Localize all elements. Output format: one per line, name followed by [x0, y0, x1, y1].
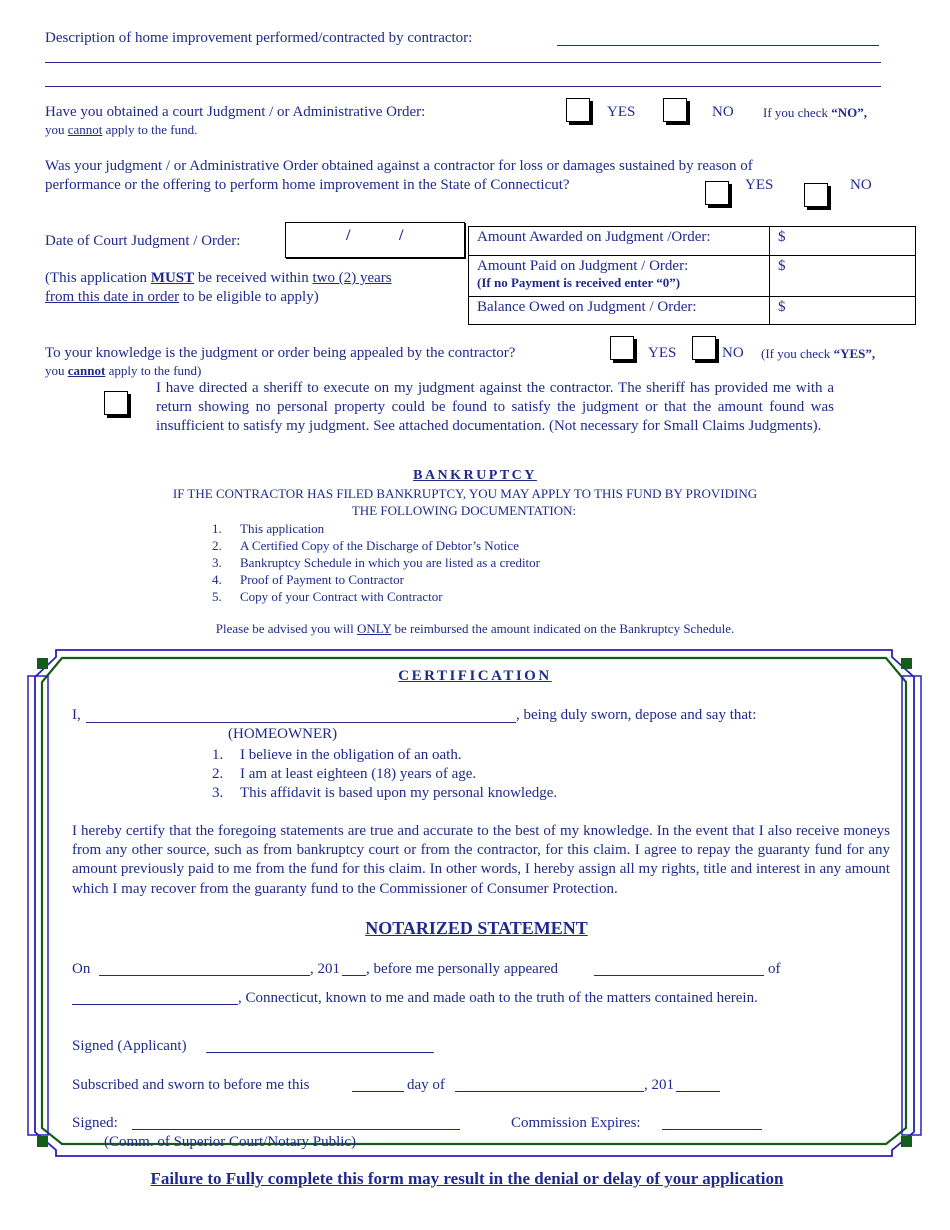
date-slash-2: / [399, 227, 404, 244]
amounts-table [468, 226, 916, 325]
notary-ct-text: , Connecticut, known to me and made oath to the truth of the matters contained herein. [238, 990, 758, 1006]
date-input-box[interactable] [285, 222, 465, 258]
appeal-no-checkbox[interactable] [692, 336, 716, 360]
description-field-line-2[interactable] [45, 62, 881, 63]
list-item: 2. A Certified Copy of the Discharge of Debtor’s Notice [212, 538, 519, 553]
day-of-label: day of [407, 1077, 445, 1093]
bankruptcy-heading: BANKRUPTCY [413, 468, 537, 483]
judgment-yes-label: YES [607, 104, 636, 120]
homeowner-name-field[interactable] [86, 722, 516, 723]
certification-sworn: , being duly sworn, depose and say that: [516, 707, 757, 723]
appeal-note: (If you check “YES”, [761, 346, 876, 361]
subscribed-year-field[interactable] [676, 1091, 720, 1092]
judgment-no-note-2: you cannot apply to the fund. [45, 122, 198, 137]
homeowner-caption: (HOMEOWNER) [228, 726, 338, 742]
notary-on-label: On [72, 961, 91, 977]
sheriff-checkbox[interactable] [104, 391, 128, 415]
corner-ornament [37, 1136, 48, 1147]
appeal-question: To your knowledge is the judgment or order being appealed by the contractor? [45, 345, 516, 361]
judgment-no-label: NO [712, 104, 734, 120]
notary-before-text: , before me personally appeared [366, 961, 558, 977]
list-item: 5. Copy of your Contract with Contractor [212, 589, 443, 604]
against-no-checkbox[interactable] [804, 183, 828, 207]
judgment-yes-checkbox[interactable] [566, 98, 590, 122]
signed-applicant-label: Signed (Applicant) [72, 1038, 187, 1054]
notary-town-field[interactable] [72, 1004, 238, 1005]
appeal-note-2: you cannot apply to the fund) [45, 363, 202, 378]
notary-signature-field[interactable] [132, 1129, 460, 1130]
date-label: Date of Court Judgment / Order: [45, 233, 241, 249]
appeal-no-label: NO [722, 345, 744, 361]
amount-awarded-label: Amount Awarded on Judgment /Order: [469, 227, 770, 256]
against-yes-label: YES [745, 177, 774, 193]
notary-date-field[interactable] [99, 975, 310, 976]
notary-appeared-field[interactable] [594, 975, 764, 976]
corner-ornament [901, 1136, 912, 1147]
bankruptcy-intro-1: IF THE CONTRACTOR HAS FILED BANKRUPTCY, YOU MAY APPLY TO THIS FUND BY PROVIDING [172, 486, 758, 501]
list-item: 3. This affidavit is based upon my personal knowledge. [212, 785, 558, 801]
notary-of-label: of [768, 961, 781, 977]
date-slash-1: / [346, 227, 351, 244]
subscribed-year-prefix: , 201 [644, 1077, 674, 1093]
amount-paid-row [469, 256, 916, 297]
amount-paid-label-cell [469, 256, 770, 297]
certification-list [212, 746, 557, 803]
subscribed-label: Subscribed and sworn to before me this [72, 1077, 310, 1093]
judgment-no-note: If you check “NO”, [763, 105, 867, 120]
list-item: 4. Proof of Payment to Contractor [212, 572, 404, 587]
description-field-line-3[interactable] [45, 86, 881, 87]
bankruptcy-list [212, 520, 540, 605]
against-yes-checkbox[interactable] [705, 181, 729, 205]
amount-awarded-input[interactable]: $ [770, 227, 916, 256]
against-question-line-2: performance or the offering to perform home improvement in the State of Connecticut? [45, 177, 570, 193]
judgment-question: Have you obtained a court Judgment / or Administrative Order: [45, 104, 426, 120]
certification-heading: CERTIFICATION [398, 668, 552, 684]
notary-year-field[interactable] [342, 975, 366, 976]
sheriff-statement: I have directed a sheriff to execute on my judgment against the contractor. The sheriff has provided me with a return showing no personal property could be found to satisfy the judgment or that the amount found was insufficient to satisfy my judgment. See attached documentation. (Not necessary for Small Claims Judgments). [156, 380, 834, 434]
footer-warning: Failure to Fully complete this form may result in the denial or delay of your application [150, 1169, 784, 1188]
amount-awarded-row [469, 227, 916, 256]
amount-paid-sub: (If no Payment is received enter “0”) [477, 275, 681, 290]
certification-i-prefix: I, [72, 707, 81, 723]
appeal-yes-label: YES [648, 345, 677, 361]
signed-label: Signed: [72, 1115, 118, 1131]
appeal-yes-checkbox[interactable] [610, 336, 634, 360]
amount-paid-label: Amount Paid on Judgment / Order: [477, 258, 689, 274]
balance-owed-row [469, 297, 916, 325]
description-label: Description of home improvement performed/contracted by contractor: [45, 30, 473, 46]
bankruptcy-intro-2: THE FOLLOWING DOCUMENTATION: [351, 503, 577, 518]
judgment-no-checkbox[interactable] [663, 98, 687, 122]
subscribed-month-field[interactable] [455, 1091, 644, 1092]
list-item: 3. Bankruptcy Schedule in which you are listed as a creditor [212, 555, 540, 570]
against-question-line-1: Was your judgment / or Administrative Order obtained against a contractor for loss or damages sustained by reason of [45, 158, 753, 174]
description-field-line-1[interactable] [557, 45, 879, 46]
applicant-signature-field[interactable] [206, 1052, 434, 1053]
list-item: 1. I believe in the obligation of an oath. [212, 747, 462, 763]
against-no-label: NO [850, 177, 872, 193]
list-item: 1. This application [212, 521, 325, 536]
notarized-heading: NOTARIZED STATEMENT [365, 918, 588, 938]
certification-paragraph: I hereby certify that the foregoing statements are true and accurate to the best of my knowledge. In the event that I also receive moneys from any other source, such as from bankruptcy court or from the contractor, for this claim. I agree to repay the guaranty fund for any amount previously paid to me from the fund for this claim. In other words, I hereby assign all my rights, title and interest in any amount which I may recover from the guaranty fund to the Commissioner of Consumer Protection. [72, 823, 890, 897]
notary-year-prefix: , 201 [310, 961, 340, 977]
notary-caption: (Comm. of Superior Court/Notary Public) [104, 1134, 357, 1150]
date-note-line-1: (This application MUST be received within two (2) years [45, 270, 392, 286]
balance-owed-label: Balance Owed on Judgment / Order: [469, 297, 770, 325]
bankruptcy-advisory: Please be advised you will ONLY be reimbursed the amount indicated on the Bankruptcy Schedule. [215, 621, 735, 636]
list-item: 2. I am at least eighteen (18) years of age. [212, 766, 477, 782]
subscribed-day-field[interactable] [352, 1091, 404, 1092]
amount-paid-input[interactable]: $ [770, 256, 916, 297]
commission-expires-label: Commission Expires: [511, 1115, 641, 1131]
commission-expires-field[interactable] [662, 1129, 762, 1130]
balance-owed-input[interactable]: $ [770, 297, 916, 325]
date-note-line-2: from this date in order to be eligible to apply) [45, 289, 319, 305]
